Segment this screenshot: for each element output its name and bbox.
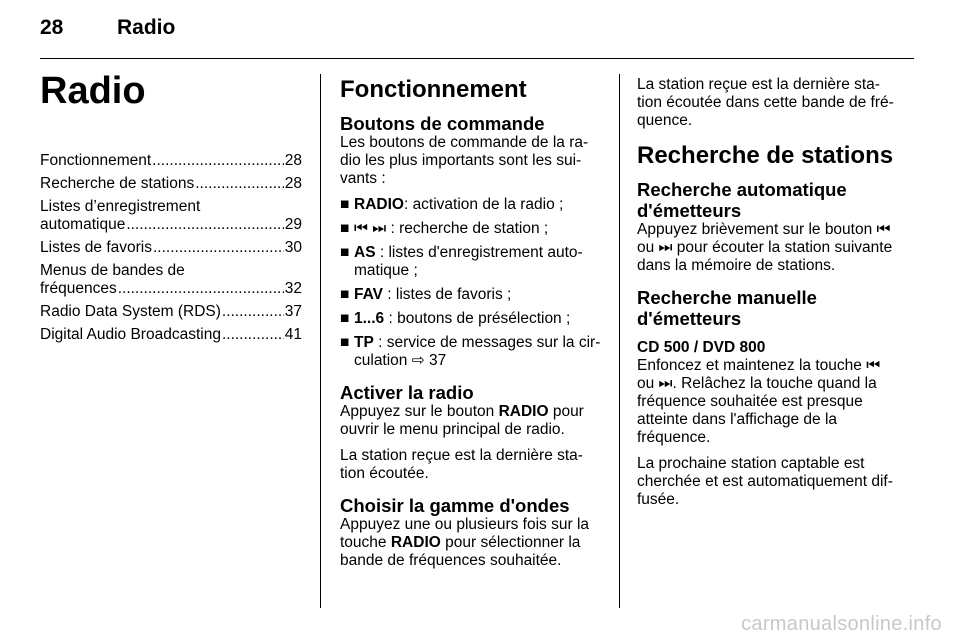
band-paragraph: Appuyez une ou plusieurs fois sur la touche RADIO pour sélectionner la bande de fréquences souhaitée. — [340, 516, 590, 569]
toc-title: Digital Audio Broadcasting — [40, 326, 221, 343]
toc-title: automatique — [40, 216, 126, 233]
toc-page: 41 — [284, 326, 302, 343]
toc-title: Radio Data System (RDS) — [40, 303, 221, 320]
control-key: RADIO — [354, 196, 404, 213]
bullet-icon: ■ — [340, 244, 350, 261]
toc-entry[interactable] — [40, 326, 302, 344]
toc-leader — [126, 216, 283, 234]
control-key: AS — [354, 244, 376, 261]
toc-page: 28 — [284, 175, 302, 192]
list-item — [340, 310, 604, 328]
toc-entry[interactable] — [40, 262, 302, 298]
auto-paragraph: Appuyez brièvement sur le bouton ⏮ ou ⏭ pour écouter la station suivante dans la mémoire de stations. — [637, 221, 893, 274]
bullet-icon: ■ — [340, 196, 350, 213]
intro-paragraph: La station reçue est la dernière sta- tion écoutée dans cette bande de fré- quence. — [637, 76, 894, 129]
toc-leader — [153, 239, 284, 257]
toc-leader — [222, 303, 284, 321]
model-heading: CD 500 / DVD 800 — [637, 339, 766, 356]
buttons-intro: Les boutons de commande de la ra- dio les plus importants sont les sui- vants : — [340, 134, 589, 187]
manual-paragraph-2: La prochaine station captable est cherchée et est automatiquement dif- fusée. — [637, 455, 893, 508]
toc-page: 29 — [284, 216, 302, 233]
toc-entry[interactable] — [40, 152, 302, 170]
section-heading-recherche: Recherche de stations — [637, 142, 894, 169]
control-key: 1...6 — [354, 310, 385, 327]
control-desc: : listes de favoris ; — [383, 286, 512, 303]
subheading-boutons: Boutons de commande — [340, 113, 545, 134]
subheading-gamme: Choisir la gamme d'ondes — [340, 495, 570, 516]
control-key: FAV — [354, 286, 383, 303]
page-number: 28 — [40, 16, 64, 39]
control-desc: : activation de la radio ; — [403, 196, 564, 213]
bullet-icon: ■ — [340, 310, 350, 327]
column-right — [637, 76, 901, 517]
toc-page: 28 — [284, 152, 302, 169]
bullet-icon: ■ — [340, 220, 350, 237]
toc-page: 37 — [284, 303, 302, 320]
list-item — [340, 196, 604, 214]
running-header: Radio — [117, 16, 176, 39]
toc-title-line1: Listes d’enregistrement — [40, 198, 201, 215]
toc-title: Listes de favoris — [40, 239, 152, 256]
subheading-auto: Recherche automatique d'émetteurs — [637, 179, 847, 221]
subheading-activer: Activer la radio — [340, 382, 474, 403]
toc-entry[interactable] — [40, 239, 302, 257]
watermark: carmanualsonline.info — [741, 613, 942, 635]
column-divider-right — [619, 74, 620, 608]
toc-title: Fonctionnement — [40, 152, 152, 169]
toc-leader — [118, 280, 284, 298]
seek-buttons-icon: ⏮ ⏭ — [354, 220, 387, 237]
column-middle — [340, 76, 604, 578]
toc-entry[interactable] — [40, 198, 302, 234]
control-desc: : recherche de station ; — [386, 220, 549, 237]
list-item — [340, 220, 604, 238]
activate-paragraph-2: La station reçue est la dernière sta- tion écoutée. — [340, 447, 583, 482]
toc-leader — [195, 175, 284, 193]
column-divider-left — [320, 74, 321, 608]
list-item — [340, 244, 604, 280]
control-desc[interactable]: : service de messages sur la cir- culation ⇨ 37 — [354, 334, 601, 369]
toc-entry[interactable] — [40, 175, 302, 193]
toc-page: 30 — [284, 239, 302, 256]
toc-entry[interactable] — [40, 303, 302, 321]
toc-title-line1: Menus de bandes de — [40, 262, 185, 279]
toc-title: fréquences — [40, 280, 117, 297]
toc-leader — [152, 152, 284, 170]
section-heading-fonctionnement: Fonctionnement — [340, 76, 527, 103]
bullet-icon: ■ — [340, 286, 350, 303]
control-desc: : listes d'enregistrement auto- matique ; — [354, 244, 583, 279]
manual-paragraph-1: Enfoncez et maintenez la touche ⏮ ou ⏭. Relâchez la touche quand la fréquence souhaitée est presque atteinte dans l'affichage de la fréquence. — [637, 357, 881, 446]
header-rule — [40, 58, 914, 59]
bullet-icon: ■ — [340, 334, 350, 351]
control-desc: : boutons de présélection ; — [384, 310, 571, 327]
controls-list — [340, 196, 604, 370]
list-item — [340, 334, 604, 370]
control-key: TP — [354, 334, 374, 351]
activate-paragraph: Appuyez sur le bouton RADIO pour ouvrir le menu principal de radio. — [340, 403, 584, 438]
list-item — [340, 286, 604, 304]
toc-leader — [222, 326, 284, 344]
table-of-contents — [40, 152, 302, 349]
chapter-title: Radio — [40, 70, 146, 112]
toc-page: 32 — [284, 280, 302, 297]
subheading-manuelle: Recherche manuelle d'émetteurs — [637, 287, 817, 329]
toc-title: Recherche de stations — [40, 175, 195, 192]
